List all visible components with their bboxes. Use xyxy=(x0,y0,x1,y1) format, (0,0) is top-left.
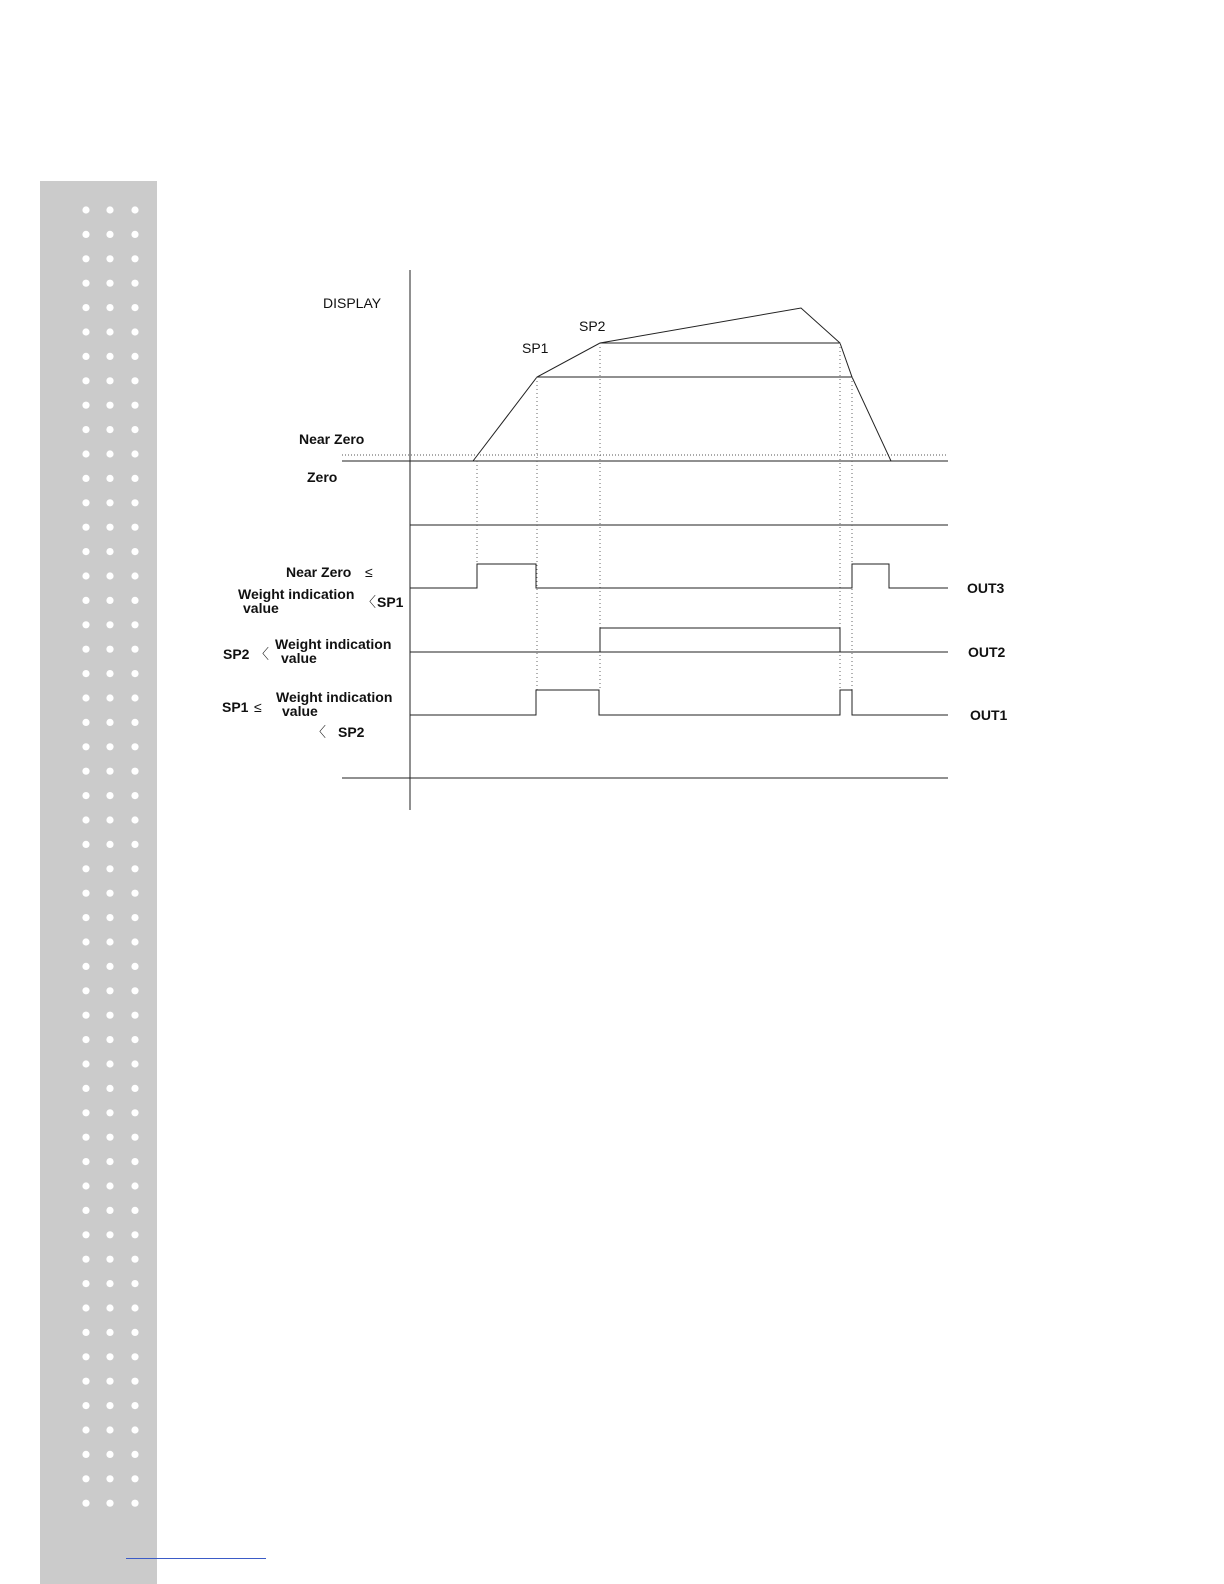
footer-rule xyxy=(126,1558,266,1559)
out2-label: OUT2 xyxy=(968,644,1006,660)
output-signals xyxy=(410,564,948,715)
labels xyxy=(222,295,1008,740)
out1-condition-sp1: SP1 xyxy=(222,699,249,715)
axes xyxy=(342,270,948,810)
out1-label: OUT1 xyxy=(970,707,1008,723)
out3-label: OUT3 xyxy=(967,580,1005,596)
out1-condition-sp2: SP2 xyxy=(338,724,365,740)
out3-condition-sp1: SP1 xyxy=(377,594,404,610)
out2-signal xyxy=(410,628,948,652)
weight-trace xyxy=(473,308,891,461)
out3-signal xyxy=(410,564,948,588)
out1-signal xyxy=(410,690,948,715)
guide-lines xyxy=(477,343,852,690)
out2-condition-weight: Weight indication xyxy=(275,636,392,652)
out1-condition-value: value xyxy=(282,703,318,719)
out1-condition-weight: Weight indication xyxy=(276,689,393,705)
sp2-peak-label: SP2 xyxy=(579,318,606,334)
out3-condition-near-zero: Near Zero xyxy=(286,564,352,580)
display-label: DISPLAY xyxy=(323,295,382,311)
zero-label: Zero xyxy=(307,469,338,485)
out1-condition-lt: 〈 xyxy=(312,724,326,740)
weight-curve xyxy=(473,308,891,461)
out1-condition-le: ≤ xyxy=(254,699,262,715)
out2-condition-sp2: SP2 xyxy=(223,646,250,662)
out2-condition-lt: 〈 xyxy=(255,646,269,662)
sp1-peak-label: SP1 xyxy=(522,340,549,356)
out3-condition-value: value xyxy=(243,600,279,616)
near-zero-label: Near Zero xyxy=(299,431,365,447)
out3-condition-weight: Weight indication xyxy=(238,586,355,602)
out3-condition-le: ≤ xyxy=(365,564,373,580)
out2-condition-value: value xyxy=(281,650,317,666)
out3-condition-lt: 〈 xyxy=(362,594,376,610)
